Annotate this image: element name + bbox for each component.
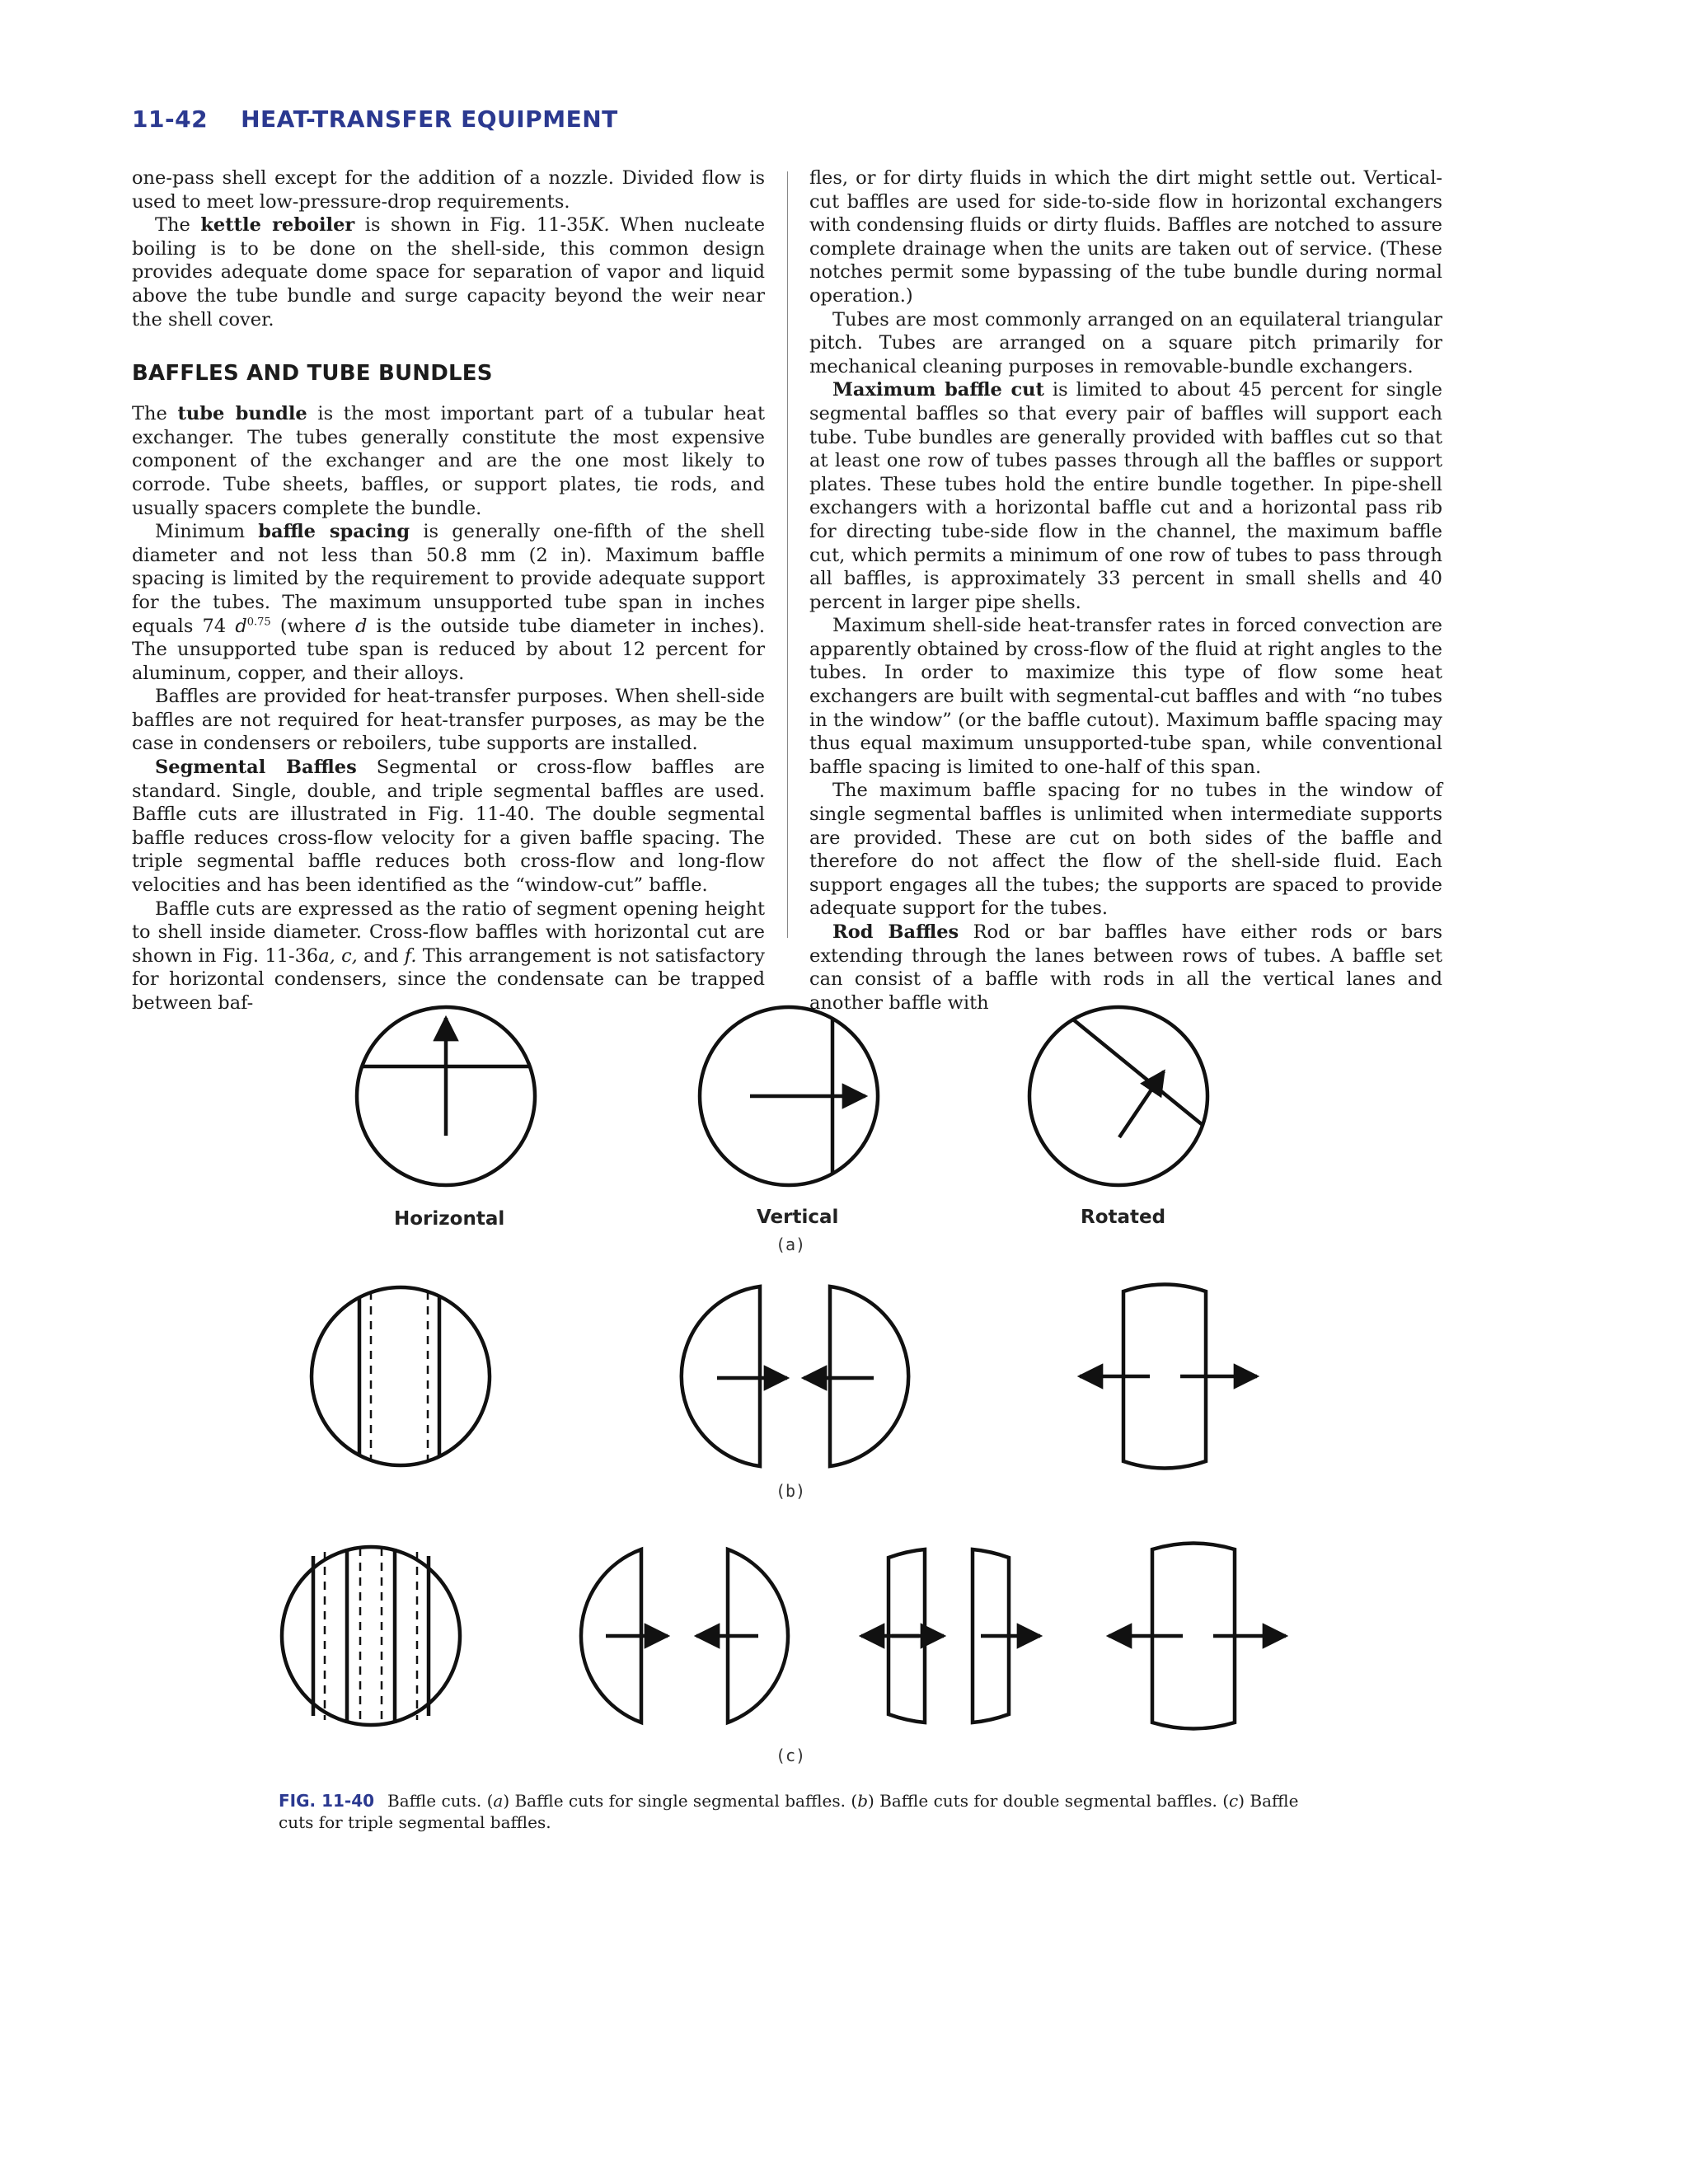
paragraph: Baffle cuts are expressed as the ratio of segment opening height to shell inside diameter. Cross-flow baffles with horizontal cut are shown in Fig. 11-36a, c, and f. This arrangement is not satisfactory for horizontal condensers, since the condensate can be trapped between baf- xyxy=(132,898,766,1014)
label-vertical: Vertical xyxy=(757,1207,839,1228)
baffle-cuts-diagram xyxy=(0,964,1688,1788)
term-kettle-reboiler: kettle reboiler xyxy=(200,214,355,237)
double-segmental-side-segments xyxy=(682,1286,908,1466)
paragraph: Rod Baffles Rod or bar baffles have either rods or bars extending through the lanes between rows of tubes. A baffle set can consist of a baffle with rods in all the vertical lanes and another baffle with xyxy=(809,921,1443,1014)
column-divider xyxy=(787,171,788,938)
sublabel-b: (b) xyxy=(776,1481,806,1501)
triple-segmental-shell xyxy=(282,1547,460,1725)
paragraph: fles, or for dirty fluids in which the dirt might settle out. Vertical-cut baffles are used for side-to-side flow in horizontal exchangers with condensing fluids or dirty fluids. Baffles are notched to assure complete drainage when the units are taken out of service. (These notches permit some bypassing of the tube bundle during normal operation.) xyxy=(809,167,1442,307)
term-baffle-spacing: baffle spacing xyxy=(258,521,410,543)
page-number: 11-42 xyxy=(132,105,209,133)
sublabel-a: (a) xyxy=(776,1235,806,1254)
section-title: HEAT-TRANSFER EQUIPMENT xyxy=(241,105,618,133)
paragraph: one-pass shell except for the addition of a nozzle. Divided flow is used to meet low-pressure-drop requirements. xyxy=(132,167,765,213)
paragraph: Maximum baffle cut is limited to about 45 percent for single segmental baffles so that every pair of baffles will support each tube. Tube bundles are generally provided with baffles cut so that at least one row of tubes passes through all the baffles or support plates. These tubes hold the entire bundle together. In pipe-shell exchangers with a horizontal baffle cut and a horizontal pass rib for directing tube-side flow in the channel, the maximum baffle cut, which permits a minimum of one row of tubes to pass through all baffles, is approximately 33 percent in small shells and 40 percent in larger pipe shells. xyxy=(809,379,1442,613)
figure-caption: FIG. 11-40 Baffle cuts. (a) Baffle cuts for single segmental baffles. (b) Baffle cuts for double segmental baffles. (c) Baffle cuts for triple segmental baffles. xyxy=(279,1791,1299,1832)
term-tube-bundle: tube bundle xyxy=(177,403,307,425)
baffle-horizontal-cut xyxy=(357,1007,535,1185)
baffle-rotated-cut xyxy=(1029,1007,1207,1185)
running-header xyxy=(132,105,618,133)
paragraph: Segmental Baffles Segmental or cross-flow baffles are standard. Single, double, and triple segmental baffles are used. Baffle cuts are illustrated in Fig. 11-40. The double segmental baffle reduces cross-flow velocity for a given baffle spacing. The triple segmental baffle reduces both cross-flow and long-flow velocities and has been identified as the “window-cut” baffle. xyxy=(132,757,766,897)
triple-segmental-outer-segments xyxy=(581,1549,788,1722)
figure-11-40 xyxy=(0,964,1688,1788)
baffle-vertical-cut xyxy=(700,1007,878,1185)
paragraph: The tube bundle is the most important part of a tubular heat exchanger. The tubes generally constitute the most expensive component of the exchanger and are the one most likely to corrode. Tube sheets, baffles, or support plates, tie rods, and usually spacers complete the bundle. xyxy=(132,403,765,519)
double-segmental-shell xyxy=(312,1287,490,1465)
runin-segmental-baffles: Segmental Baffles xyxy=(155,757,357,779)
triple-segmental-center-segment xyxy=(1109,1544,1286,1729)
figure-number: FIG. 11-40 xyxy=(279,1791,375,1811)
paragraph: The maximum baffle spacing for no tubes in the window of single segmental baffles is unlimited when intermediate supports are provided. These are cut on both sides of the baffle and therefore do not affect the flow of the shell-side fluid. Each support engages all the tubes; the supports are spaced to provide adequate support for the tubes. xyxy=(809,780,1442,920)
paragraph: Maximum shell-side heat-transfer rates in forced convection are apparently obtained by cross-flow of the fluid at right angles to the tubes. In order to maximize this type of flow some heat exchangers are built with segmental-cut baffles and with “no tubes in the window” (or the baffle cutout). Maximum baffle spacing may thus equal maximum unsupported-tube span, while conventional baffle spacing is limited to one-half of this span. xyxy=(809,615,1442,778)
triple-segmental-middle-segments xyxy=(861,1549,1040,1722)
paragraph: Tubes are most commonly arranged on an equilateral triangular pitch. Tubes are arranged on a square pitch primarily for mechanical cleaning purposes in removable-bundle exchangers. xyxy=(809,308,1442,377)
left-column xyxy=(132,166,765,1015)
paragraph: Baffles are provided for heat-transfer purposes. When shell-side baffles are not required for heat-transfer purposes, as may be the case in condensers or reboilers, tube supports are installed. xyxy=(132,686,765,755)
sublabel-c: (c) xyxy=(776,1746,806,1765)
section-heading: BAFFLES AND TUBE BUNDLES xyxy=(132,361,493,387)
paragraph: The kettle reboiler is shown in Fig. 11-35K. When nucleate boiling is to be done on the shell-side, this common design provides adequate dome space for separation of vapor and liquid above the tube bundle and surge capacity beyond the weir near the shell cover. xyxy=(132,214,766,330)
term-maximum-baffle-cut: Maximum baffle cut xyxy=(832,379,1044,401)
double-segmental-center-segment xyxy=(1080,1285,1257,1469)
label-horizontal: Horizontal xyxy=(394,1208,505,1230)
runin-rod-baffles: Rod Baffles xyxy=(832,921,959,943)
paragraph: Minimum baffle spacing is generally one-fifth of the shell diameter and not less than 50.8 mm (2 in). Maximum baffle spacing is limited by the requirement to provide adequate support for the tubes. The maximum unsupported tube span in inches equals 74 $d^{0.75}$ (where d is the outside tube diameter in inches). The unsupported tube span is reduced by about 12 percent for aluminum, copper, and their alloys. xyxy=(132,521,765,684)
label-rotated: Rotated xyxy=(1081,1207,1166,1228)
right-column xyxy=(809,166,1442,1015)
